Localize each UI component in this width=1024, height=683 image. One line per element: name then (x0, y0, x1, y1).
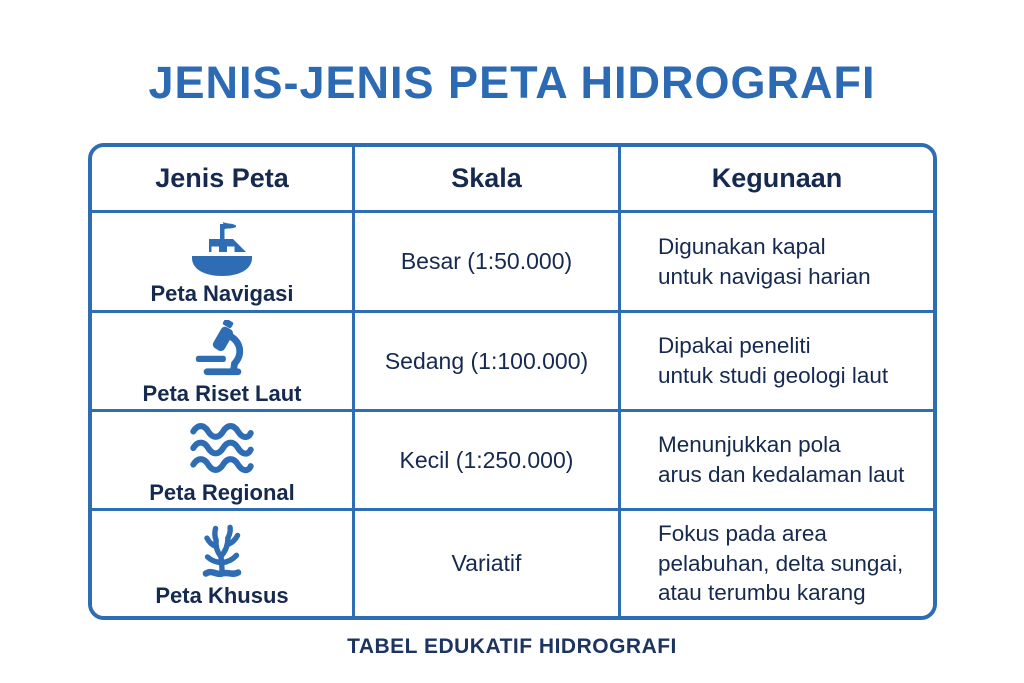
page-footer-caption: TABEL EDUKATIF HIDROGRAFI (347, 635, 677, 658)
map-type-label: Peta Navigasi (150, 281, 294, 306)
kegunaan-line: untuk studi geologi laut (658, 363, 889, 388)
ship-icon (190, 220, 254, 278)
hydrography-table (88, 143, 937, 620)
kegunaan-line: Fokus pada area (658, 520, 827, 546)
table-row-3-jenis-cell (92, 412, 355, 511)
table-row-3-skala-cell: Kecil (1:250.000) (355, 412, 621, 511)
table-row-1-skala-cell: Besar (1:50.000) (355, 213, 621, 313)
table-row-4-kegunaan-cell (621, 511, 933, 616)
kegunaan-line: untuk navigasi harian (658, 263, 871, 289)
kegunaan-line: arus dan kedalaman laut (658, 462, 905, 487)
table-row-2-skala-cell: Sedang (1:100.000) (355, 313, 621, 412)
table-row-4-jenis-cell (92, 511, 355, 616)
microscope-icon (190, 320, 254, 378)
map-type-label: Peta Riset Laut (142, 380, 302, 406)
table-row-4-skala-cell: Variatif (355, 511, 621, 616)
kegunaan-line: Digunakan kapal (658, 233, 826, 259)
column-header-skala: Skala (355, 147, 621, 213)
table-row-2-jenis-cell (92, 313, 355, 412)
table-row-3-kegunaan-cell (621, 412, 933, 511)
kegunaan-line: Dipakai peneliti (658, 333, 811, 359)
table-row-2-kegunaan-cell (621, 313, 933, 412)
kegunaan-line: atau terumbu karang (658, 580, 866, 606)
map-type-label: Peta Khusus (155, 583, 289, 608)
page-title: JENIS-JENIS PETA HIDROGRAFI (148, 57, 876, 108)
table-row-1-jenis-cell (92, 213, 355, 313)
column-header-kegunaan: Kegunaan (621, 147, 933, 213)
coral-icon (190, 522, 254, 580)
waves-icon (190, 419, 254, 477)
kegunaan-line: Menunjukkan pola (658, 432, 841, 458)
kegunaan-line: pelabuhan, delta sungai, (658, 550, 904, 576)
column-header-jenis-peta: Jenis Peta (92, 147, 355, 213)
table-row-1-kegunaan-cell (621, 213, 933, 313)
map-type-label: Peta Regional (149, 479, 295, 505)
